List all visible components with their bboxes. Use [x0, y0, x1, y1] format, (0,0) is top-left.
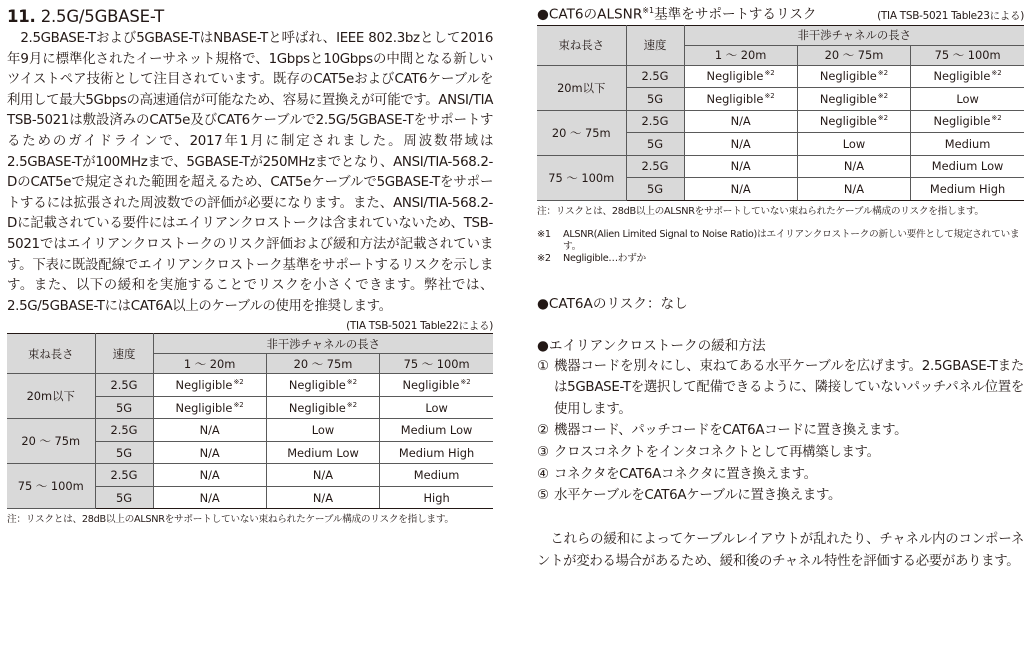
- length-cell: 75 ～ 100m: [537, 155, 626, 200]
- table-note: 注： リスクとは、28dB以上のALSNRをサポートしていない束ねられたケーブル構成のリスクを指します。: [537, 205, 984, 217]
- list-item: ① 機器コードを別々にし、束ねてある水平ケーブルを広げます。2.5GBASE-Tまたは5GBASE-Tを選択して配備できるように、隣接していないパッチパネル位置を使用します。: [537, 358, 1024, 417]
- risk-cell: Negligible$^{※2}$: [797, 65, 910, 88]
- risk-cell: Medium Low: [911, 155, 1024, 178]
- list-item: ⑤ 水平ケーブルをCAT6Aケーブルに置き換えます。: [537, 488, 842, 504]
- table-row: [7, 464, 493, 487]
- range-3: 75 ～ 100m: [380, 354, 493, 374]
- right-column: [537, 2, 1024, 574]
- footnote-1: ※1 ALSNR(Alien Limited Signal to Noise Ratio)はエイリアンクロストークの新しい要件として規定されています。: [537, 228, 1020, 252]
- table-row: [537, 155, 1024, 178]
- speed-cell: 2.5G: [626, 110, 684, 133]
- range-1: 1 ～ 20m: [684, 45, 797, 65]
- col-channel-length: 非干渉チャネルの長さ: [153, 334, 493, 354]
- table22-reference: (TIA TSB-5021 Table22による): [346, 320, 493, 333]
- risk-cell: Medium High: [911, 178, 1024, 201]
- risk-cell: N/A: [684, 133, 797, 156]
- range-2: 20 ～ 75m: [266, 354, 379, 374]
- table23-reference: (TIA TSB-5021 Table23による): [877, 9, 1024, 22]
- risk-cell: Low: [797, 133, 910, 156]
- speed-cell: 5G: [95, 441, 153, 464]
- risk-cell: N/A: [684, 178, 797, 201]
- table-note: 注： リスクとは、28dB以上のALSNRをサポートしていない束ねられたケーブル構成のリスクを指します。: [7, 514, 454, 526]
- table-row: [7, 419, 493, 442]
- table-row: [537, 110, 1024, 133]
- speed-cell: 5G: [626, 178, 684, 201]
- speed-cell: 2.5G: [95, 464, 153, 487]
- risk-cell: Negligible$^{※2}$: [266, 374, 379, 397]
- speed-cell: 2.5G: [95, 374, 153, 397]
- range-3: 75 ～ 100m: [911, 45, 1024, 65]
- risk-cell: N/A: [797, 155, 910, 178]
- risk-cell: Negligible$^{※2}$: [911, 110, 1024, 133]
- col-bundle-length: 束ね長さ: [7, 334, 95, 374]
- risk-cell: N/A: [153, 441, 266, 464]
- section-body: [7, 29, 493, 317]
- risk-cell: Negligible$^{※2}$: [266, 396, 379, 419]
- risk-cell: High: [380, 486, 493, 509]
- risk-cell: Negligible$^{※2}$: [684, 65, 797, 88]
- risk-cell: Low: [911, 88, 1024, 111]
- closing-paragraph: これらの緩和によってケーブルレイアウトが乱れたり、チャネル内のコンポーネントが変わる場合があるため、緩和後のチャネル特性を評価する必要があります。: [537, 531, 1024, 570]
- risk-cell: Medium Low: [266, 441, 379, 464]
- cat6-risk-heading: ●CAT6のALSNR$^{※1}$基準をサポートするリスク (TIA TSB-5021 Table23による): [537, 6, 1024, 23]
- col-bundle-length: 束ね長さ: [537, 25, 626, 65]
- list-item: ③ クロスコネクトをインタコネクトとして再構築します。: [537, 444, 880, 460]
- risk-cell: Negligible$^{※2}$: [797, 88, 910, 111]
- risk-cell: Negligible$^{※2}$: [153, 374, 266, 397]
- risk-cell: Low: [380, 396, 493, 419]
- speed-cell: 5G: [626, 133, 684, 156]
- col-speed: 速度: [95, 334, 153, 374]
- risk-cell: Medium Low: [380, 419, 493, 442]
- list-item: ④ コネクタをCAT6Aコネクタに置き換えます。: [537, 466, 817, 482]
- speed-cell: 5G: [95, 396, 153, 419]
- risk-table-cat5e: [7, 333, 493, 509]
- table-row: [7, 374, 493, 397]
- risk-cell: N/A: [266, 464, 379, 487]
- mitigation-steps: [537, 356, 1024, 507]
- length-cell: 75 ～ 100m: [7, 464, 95, 509]
- range-2: 20 ～ 75m: [797, 45, 910, 65]
- range-1: 1 ～ 20m: [153, 354, 266, 374]
- risk-cell: Negligible$^{※2}$: [153, 396, 266, 419]
- risk-cell: Negligible$^{※2}$: [684, 88, 797, 111]
- mitigation-heading: ●エイリアンクロストークの緩和方法: [537, 337, 766, 354]
- speed-cell: 2.5G: [626, 65, 684, 88]
- speed-cell: 2.5G: [95, 419, 153, 442]
- footnote-2: ※2 Negligible…わずか: [537, 252, 646, 264]
- risk-cell: N/A: [266, 486, 379, 509]
- speed-cell: 5G: [626, 88, 684, 111]
- speed-cell: 2.5G: [626, 155, 684, 178]
- risk-cell: Medium: [911, 133, 1024, 156]
- left-column: [7, 6, 493, 526]
- risk-cell: Low: [266, 419, 379, 442]
- col-speed: 速度: [626, 25, 684, 65]
- risk-cell: N/A: [684, 110, 797, 133]
- risk-cell: Negligible$^{※2}$: [911, 65, 1024, 88]
- section-title: 11. 2.5G/5GBASE-T: [7, 7, 164, 26]
- list-item: ② 機器コード、パッチコードをCAT6Aコードに置き換えます。: [537, 423, 908, 439]
- length-cell: 20 ～ 75m: [7, 419, 95, 464]
- col-channel-length: 非干渉チャネルの長さ: [684, 25, 1024, 45]
- risk-cell: Medium High: [380, 441, 493, 464]
- risk-cell: N/A: [797, 178, 910, 201]
- length-cell: 20m以下: [7, 374, 95, 419]
- cat6a-risk-heading: ●CAT6Aのリスク：なし: [537, 295, 688, 312]
- length-cell: 20m以下: [537, 65, 626, 110]
- body-paragraph: 2.5GBASE-Tおよび5GBASE-TはNBASE-Tと呼ばれ、IEEE 802.3bzとして2016年9月に標準化されたイーサネット規格で、1Gbpsと10Gbpsの中間となる新しいツイストペア技術として注目されています。既存のCAT5eおよびCAT6ケーブルを利用して最大5Gbpsの高速通信が可能なため、容易に置換えが可能です。ANSI/TIA TSB-5021は敷設済みのCAT5e及びCAT6ケーブルで2.5G/5GBASE-Tをサポートするためのガイドラインで、2017年1月に制定されました。周波数帯域は2.5GBASE-Tが100MHzまで、5GBASE-Tが250MHzまでとなり、ANSI/TIA-568.2-DのCAT5eで規定された範囲を超えるため、CAT5eケーブルで5GBASE-Tをサポートするには拡張された周波数での評価が必要になります。また、ANSI/TIA-568.2-Dに記載されている要件にはエイリアンクロストークは含まれていないため、TSB-5021ではエイリアンクロストークのリスク評価および緩和方法が記載されています。下表に既設配線でエイリアンクロストーク基準をサポートするリスクを示します。また、以下の緩和を実施することでリスクを小さくできます。弊社では、2.5G/5GBASE-TにはCAT6A以上のケーブルの使用を推奨します。: [7, 31, 493, 314]
- risk-cell: Negligible$^{※2}$: [380, 374, 493, 397]
- table-row: [537, 65, 1024, 88]
- risk-table-cat6: [537, 25, 1024, 201]
- risk-cell: N/A: [153, 464, 266, 487]
- risk-cell: Negligible$^{※2}$: [797, 110, 910, 133]
- length-cell: 20 ～ 75m: [537, 110, 626, 155]
- risk-cell: Medium: [380, 464, 493, 487]
- risk-cell: N/A: [684, 155, 797, 178]
- risk-cell: N/A: [153, 486, 266, 509]
- speed-cell: 5G: [95, 486, 153, 509]
- risk-cell: N/A: [153, 419, 266, 442]
